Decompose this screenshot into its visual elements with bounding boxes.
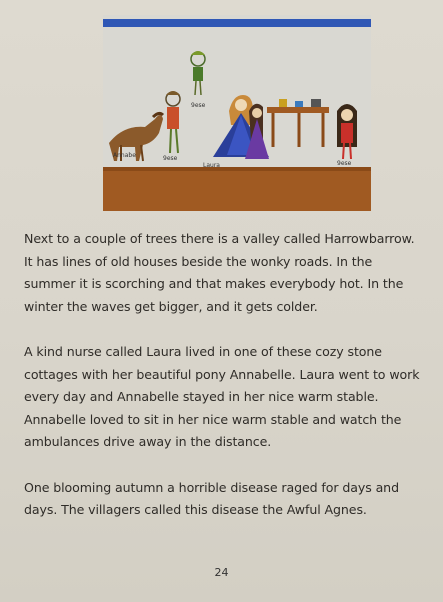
paragraph-2: A kind nurse called Laura lived in one of these cozy stone cottages with her beautiful pony Annabelle. Laura went to work every day and Annabelle stayed in her nice warm stable. Annabelle loved to sit in her nice warm stable and watch the ambulances drive away in the distance. — [24, 344, 420, 449]
caption-floating: 9ese — [191, 102, 206, 109]
ground — [103, 167, 371, 211]
caption-princess: Laura — [203, 162, 220, 169]
caption-pony: Annabe — [113, 152, 136, 159]
caption-boy: 9ese — [163, 155, 178, 162]
sky-strip — [103, 19, 371, 27]
paragraph-1: Next to a couple of trees there is a valley called Harrowbarrow. It has lines of old houses beside the wonky roads. In the summer it is scorching and that makes everybody hot. In the winter the waves get bigger, and it gets colder. — [24, 231, 415, 314]
paragraph-3: One blooming autumn a horrible disease raged for days and days. The villagers called this disease the Awful Agnes. — [24, 479, 399, 517]
story-text — [24, 228, 424, 545]
child-drawing-illustration — [103, 15, 371, 211]
page-number: 24 — [214, 566, 229, 579]
caption-right-girl: 9ese — [337, 160, 352, 167]
